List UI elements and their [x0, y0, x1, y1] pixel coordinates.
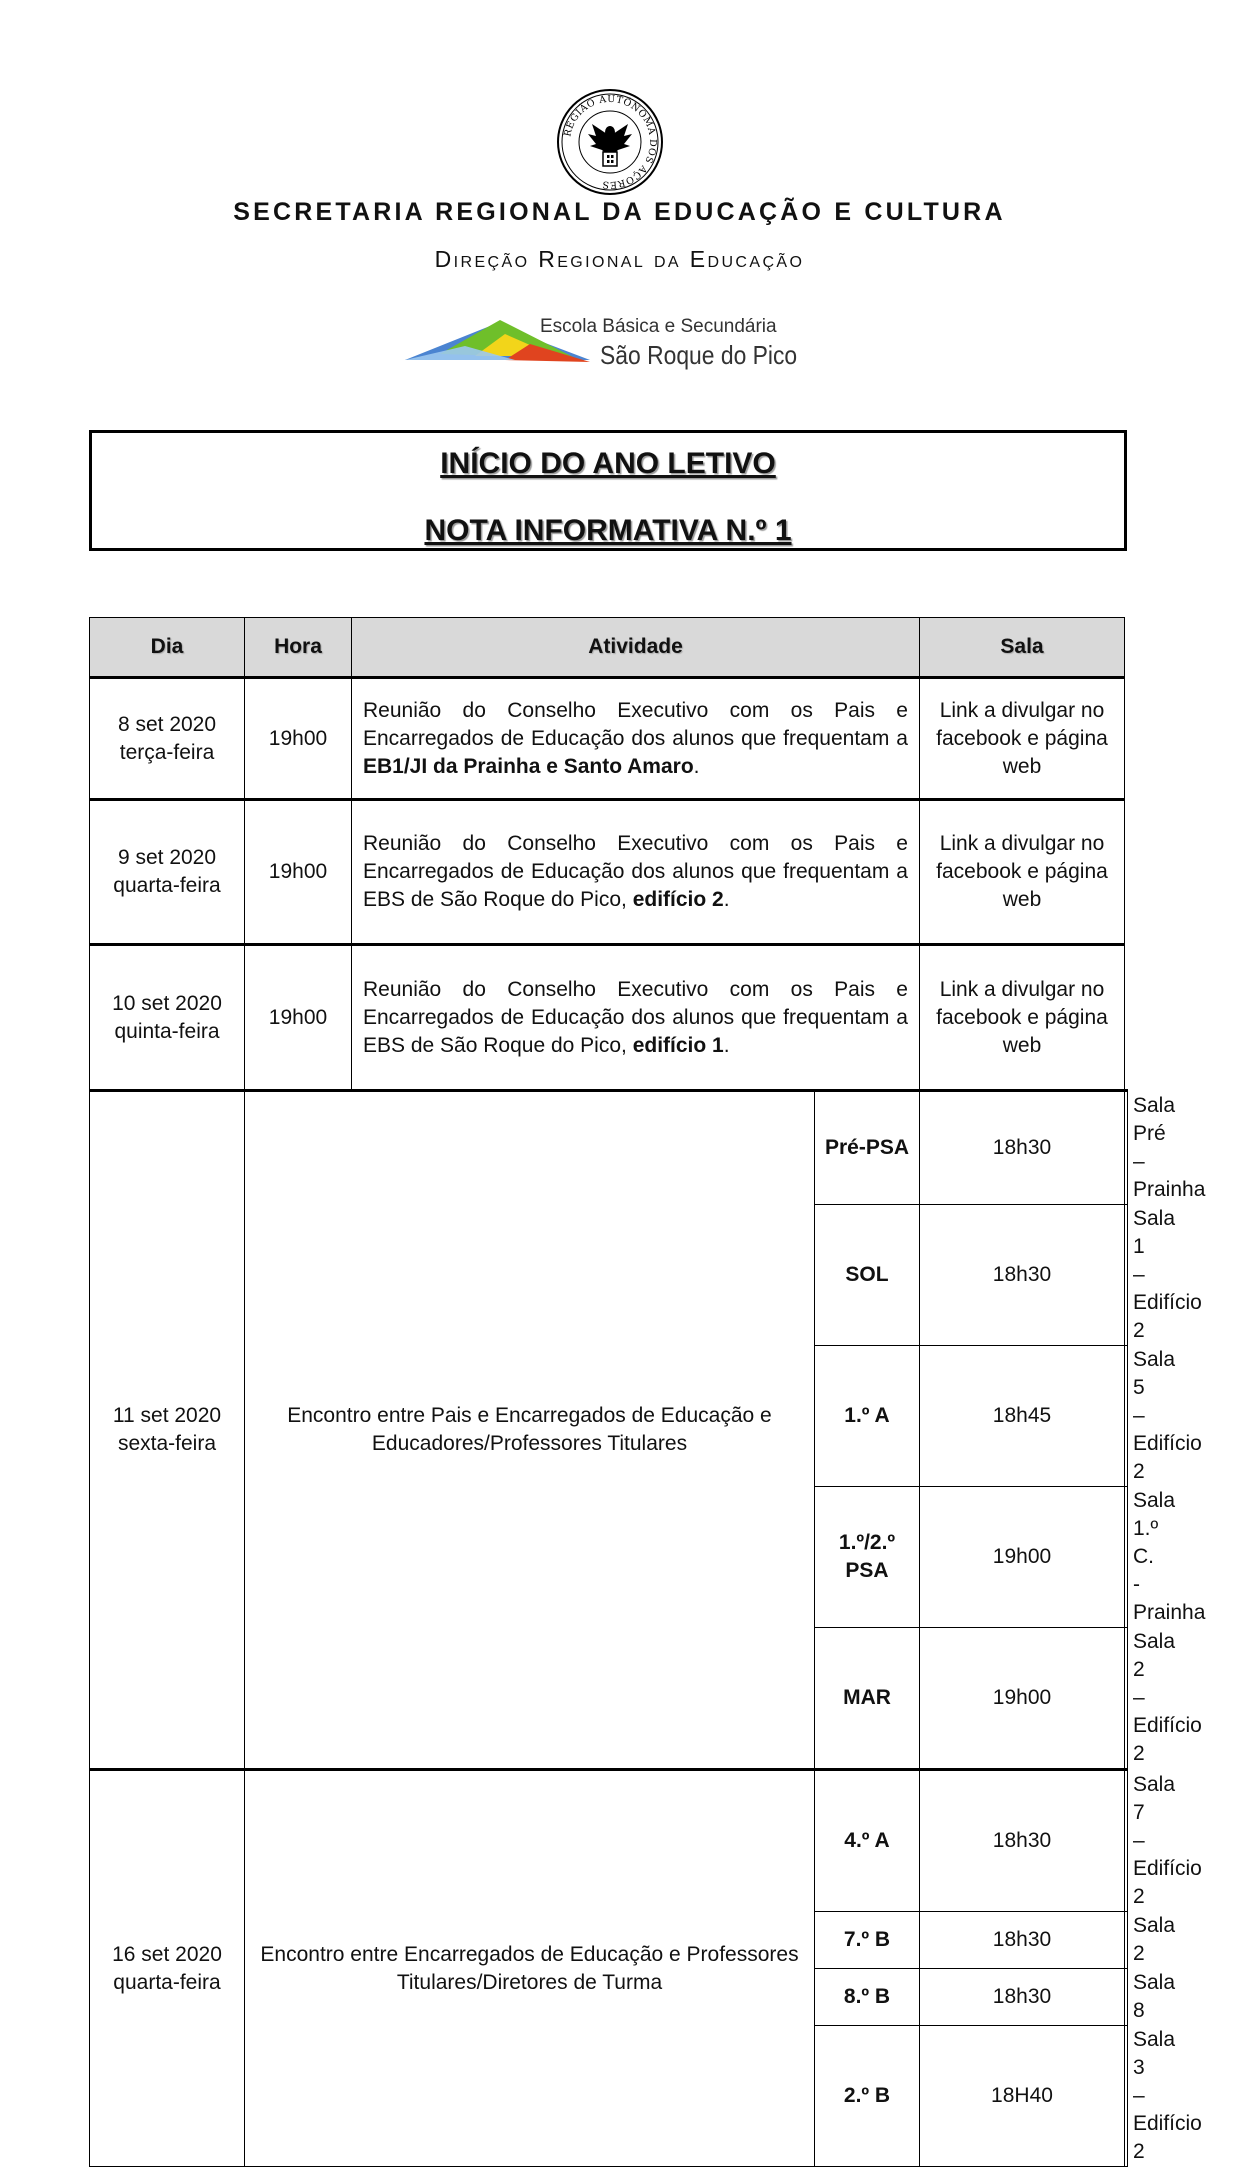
session-time-cell: 18h30	[920, 1770, 1125, 1912]
time-cell: 19h00	[245, 678, 352, 800]
session-room-cell: Sala 5 – Edifício 2	[1125, 1346, 1128, 1487]
table-row	[90, 1091, 1128, 1205]
weekday: terça-feira	[119, 740, 215, 764]
date: 9 set 2020	[117, 846, 217, 869]
class-cell: MAR	[815, 1628, 920, 1770]
class-cell: 1.º/2.º PSA	[815, 1487, 920, 1628]
table-header-row	[90, 618, 1128, 678]
session-time-cell: 18h30	[920, 1205, 1125, 1346]
table-row	[90, 945, 1128, 1091]
session-room-cell: Sala 1 – Edifício 2	[1125, 1205, 1128, 1346]
date: 16 set 2020	[112, 1942, 222, 1966]
day-cell	[90, 945, 245, 1091]
school-name-line2: São Roque do Pico	[600, 340, 798, 370]
title-box	[89, 430, 1127, 551]
class-cell: 7.º B	[815, 1912, 920, 1969]
session-time-cell: 18h30	[920, 1969, 1125, 2026]
activity-bold: edifício 1	[632, 1033, 724, 1057]
room-cell: Link a divulgar no facebook e página web	[920, 800, 1125, 945]
header-atividade: Atividade	[352, 618, 920, 678]
session-room-cell: Sala 2 – Edifício 2	[1125, 1628, 1128, 1770]
class-cell: SOL	[815, 1205, 920, 1346]
session-time-cell: 19h00	[920, 1628, 1125, 1770]
activity-text: Reunião do Conselho Executivo com os Pais e Encarregados de Educação dos alunos que frequentam a EBS de São Roque do Pico,	[363, 977, 908, 1057]
class-cell: Pré-PSA	[815, 1091, 920, 1205]
table-row	[90, 678, 1128, 800]
weekday: quinta-feira	[114, 1019, 220, 1043]
session-room-cell: Sala 2	[1125, 1912, 1128, 1969]
session-time-cell: 18h30	[920, 1912, 1125, 1969]
document-title: INÍCIO DO ANO LETIVO	[440, 447, 776, 480]
room-cell: Link a divulgar no facebook e página web	[920, 945, 1125, 1091]
header-hora: Hora	[245, 618, 352, 678]
day-cell	[90, 800, 245, 945]
org-subtitle: Direção Regional da Educação	[434, 246, 805, 272]
document-subtitle: NOTA INFORMATIVA N.º 1	[424, 514, 792, 547]
class-cell: 1.º A	[815, 1346, 920, 1487]
activity-end: .	[693, 754, 700, 778]
session-time-cell: 18h45	[920, 1346, 1125, 1487]
date: 10 set 2020	[112, 991, 222, 1015]
school-name-line1: Escola Básica e Secundária	[540, 316, 777, 337]
encounter-description: Encontro entre Pais e Encarregados de Educação e Educadores/Professores Titulares	[245, 1091, 815, 1770]
class-cell: 4.º A	[815, 1770, 920, 1912]
activity-bold: edifício 2	[632, 888, 724, 911]
activity-bold: EB1/JI da Prainha e Santo Amaro	[363, 754, 694, 778]
org-title: SECRETARIA REGIONAL DA EDUCAÇÃO E CULTURA	[233, 198, 1006, 226]
session-room-cell: Sala Pré – Prainha	[1125, 1091, 1128, 1205]
school-logo	[405, 312, 805, 374]
activity-end: .	[723, 1033, 730, 1057]
activity-text: Reunião do Conselho Executivo com os Pais e Encarregados de Educação dos alunos que frequentam a EBS de São Roque do Pico,	[363, 832, 908, 911]
weekday: quarta-feira	[113, 874, 221, 897]
class-cell: 2.º B	[815, 2026, 920, 2167]
seal-text: REGIÃO AUTÓNOMA DOS AÇORES	[562, 93, 659, 191]
session-room-cell: Sala 8	[1125, 1969, 1128, 2026]
session-time-cell: 18h30	[920, 1091, 1125, 1205]
weekday: sexta-feira	[117, 1432, 217, 1455]
session-room-cell: Sala 3 – Edifício 2	[1125, 2026, 1128, 2167]
header-sala: Sala	[920, 618, 1125, 678]
session-time-cell: 19h00	[920, 1487, 1125, 1628]
activity-cell	[352, 678, 920, 800]
weekday: quarta-feira	[113, 1970, 221, 1994]
session-room-cell: Sala 7 – Edifício 2	[1125, 1770, 1128, 1912]
regional-seal	[556, 88, 664, 196]
header-dia: Dia	[90, 618, 245, 678]
time-cell: 19h00	[245, 800, 352, 945]
activity-cell	[352, 800, 920, 945]
day-cell	[90, 1091, 245, 1770]
activity-end: .	[723, 888, 730, 911]
table-row	[90, 800, 1128, 945]
encounter-description: Encontro entre Encarregados de Educação e Professores Titulares/Diretores de Turma	[245, 1770, 815, 2167]
time-cell: 19h00	[245, 945, 352, 1091]
day-cell	[90, 678, 245, 800]
class-cell: 8.º B	[815, 1969, 920, 2026]
session-room-cell: Sala 1.º C. - Prainha	[1125, 1487, 1128, 1628]
activity-text: Reunião do Conselho Executivo com os Pais e Encarregados de Educação dos alunos que frequentam a	[363, 698, 908, 750]
date: 11 set 2020	[112, 1404, 222, 1427]
table-row	[90, 1770, 1128, 1912]
room-cell: Link a divulgar no facebook e página web	[920, 678, 1125, 800]
date: 8 set 2020	[117, 712, 217, 736]
session-time-cell: 18H40	[920, 2026, 1125, 2167]
activity-cell	[352, 945, 920, 1091]
schedule-table	[89, 617, 1206, 2167]
day-cell	[90, 1770, 245, 2167]
